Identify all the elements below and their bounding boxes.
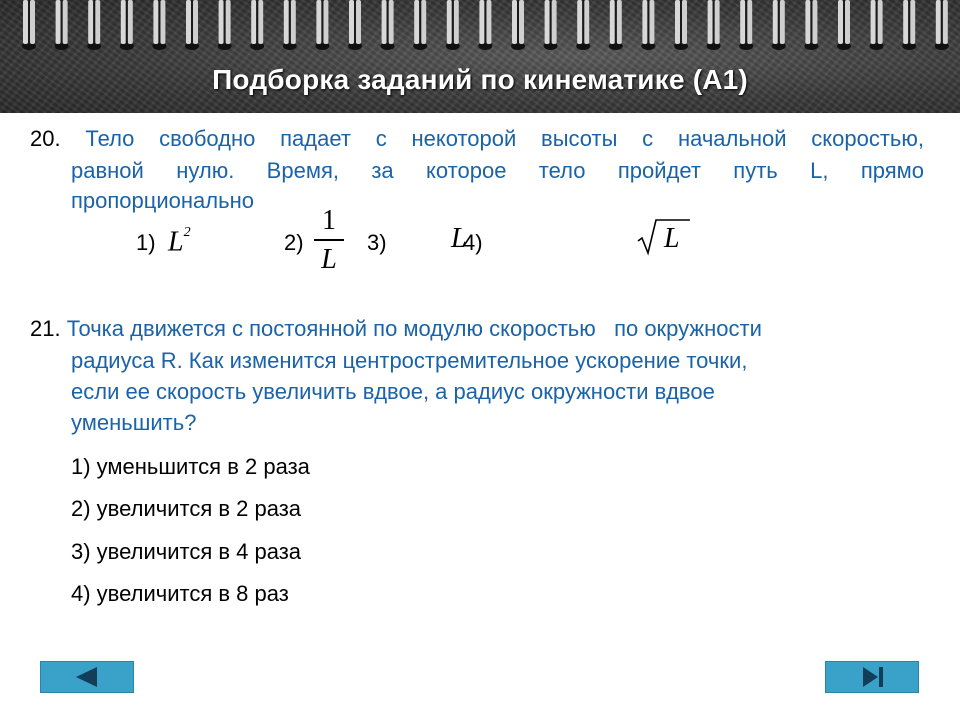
binder-ring: [544, 0, 558, 50]
q20-text-line2: равной нулю. Время, за которое тело пройдет путь L, прямо: [71, 158, 924, 183]
binder-ring: [870, 0, 884, 50]
binder-ring: [120, 0, 134, 50]
skip-to-end-icon: [826, 662, 918, 692]
slide-content: [0, 113, 960, 720]
q21-answer-4: 4) увеличится в 8 раз: [71, 581, 289, 606]
slide-title: Подборка заданий по кинематике (А1): [212, 64, 748, 95]
binder-ring: [707, 0, 721, 50]
q20-option4-label: 4): [463, 230, 483, 255]
binder-ring: [348, 0, 362, 50]
q21-text-line2: радиуса R. Как изменится центростремительное ускорение точки,: [71, 348, 748, 373]
binder-ring: [641, 0, 655, 50]
binder-ring: [315, 0, 329, 50]
binder-ring: [413, 0, 427, 50]
binder-ring: [55, 0, 69, 50]
q20-line1: [30, 123, 924, 155]
q21-answer-1: 1) уменьшится в 2 раза: [71, 454, 310, 479]
binder-ring: [87, 0, 101, 50]
binder-ring: [511, 0, 525, 50]
last-slide-button[interactable]: [825, 661, 919, 693]
binder-ring: [902, 0, 916, 50]
q21-answer-3: 3) увеличится в 4 раза: [71, 539, 302, 564]
binder-ring: [804, 0, 818, 50]
binder-ring: [837, 0, 851, 50]
binder-ring: [935, 0, 949, 50]
triangle-left-icon: [41, 662, 133, 692]
fraction-denominator: L: [321, 244, 337, 275]
binder-ring: [381, 0, 395, 50]
binder-ring: [283, 0, 297, 50]
q21-text-line4: уменьшить?: [71, 410, 197, 435]
binder-ring: [22, 0, 36, 50]
binder-ring: [250, 0, 264, 50]
q21-text-line1: Точка движется с постоянной по модулю скоростью по окружности: [66, 316, 762, 341]
q20-option3-label: 3): [367, 230, 387, 255]
binder-ring: [739, 0, 753, 50]
binder-ring: [478, 0, 492, 50]
q21-answer-2: 2) увеличится в 2 раза: [71, 496, 302, 521]
q20-text-line3: пропорционально: [71, 188, 254, 213]
binder-ring: [218, 0, 232, 50]
q20-option2-fraction: [314, 205, 344, 277]
q21-text-line3: если ее скорость увеличить вдвое, а радиус окружности вдвое: [71, 379, 715, 404]
q20-option3-formula: L: [451, 223, 467, 254]
option1-base: L: [168, 226, 184, 258]
option1-exponent: 2: [183, 225, 191, 240]
sqrt-radicand: L: [664, 223, 680, 254]
q20-option4-formula: [636, 217, 692, 257]
binder-ring: [674, 0, 688, 50]
q21-line1: [30, 313, 930, 345]
binder-ring: [446, 0, 460, 50]
binder-ring: [152, 0, 166, 50]
fraction-numerator: 1: [322, 205, 336, 236]
binder-ring: [609, 0, 623, 50]
binder-ring: [576, 0, 590, 50]
q20-option2-label: 2): [284, 230, 304, 255]
back-button[interactable]: [40, 661, 134, 693]
binder-rings: [0, 0, 960, 60]
q21-number: 21.: [30, 316, 61, 341]
fraction-bar: [314, 239, 344, 241]
q20-number: 20.: [30, 126, 61, 151]
binder-ring: [185, 0, 199, 50]
q20-text-line1: Тело свободно падает с некоторой высоты с начальной скоростью,: [85, 126, 924, 151]
slide-header: [0, 0, 960, 113]
q20-option1-formula: [168, 223, 191, 256]
q20-option1-label: 1): [136, 230, 156, 255]
binder-ring: [772, 0, 786, 50]
